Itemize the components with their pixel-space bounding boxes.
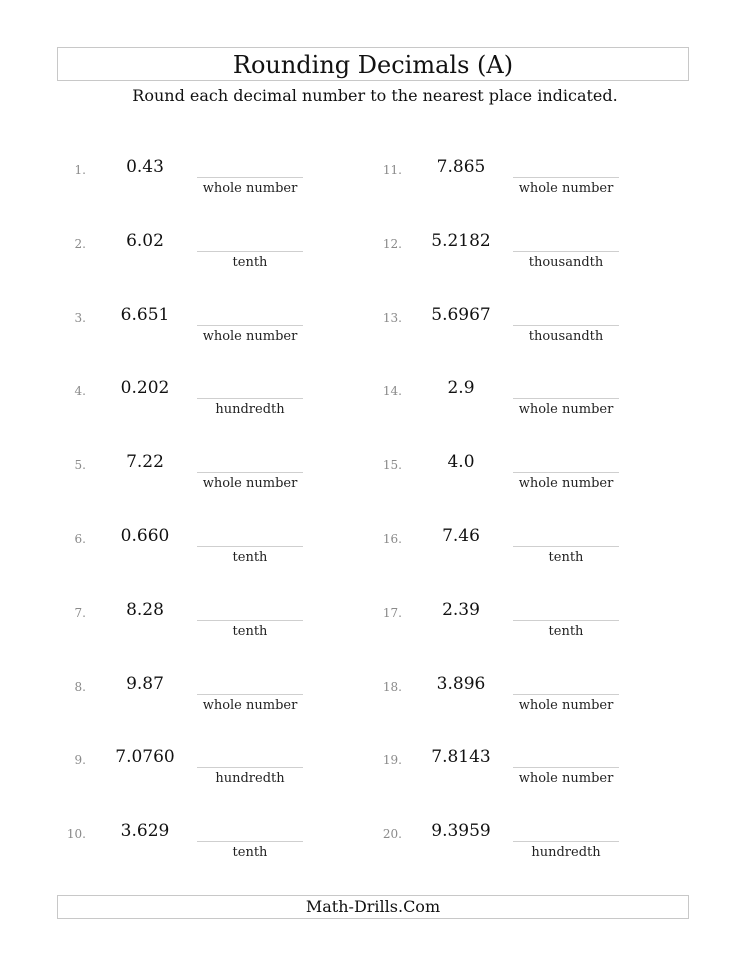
problem-number: 4. <box>74 384 86 398</box>
problem-number: 7. <box>74 606 86 620</box>
instructions: Round each decimal number to the nearest place indicated. <box>132 86 618 105</box>
answer-line[interactable] <box>513 251 619 252</box>
problem-item <box>0 378 750 444</box>
decimal-value: 6.02 <box>126 231 164 251</box>
answer-line[interactable] <box>513 472 619 473</box>
decimal-value: 2.9 <box>447 378 475 398</box>
decimal-value: 8.28 <box>126 600 164 620</box>
decimal-value: 9.87 <box>126 674 164 694</box>
decimal-value: 7.0760 <box>115 747 175 767</box>
place-label: hundredth <box>215 402 285 417</box>
place-label: whole number <box>518 402 614 417</box>
decimal-value: 9.3959 <box>431 821 491 841</box>
decimal-value: 4.0 <box>447 452 475 472</box>
decimal-value: 7.22 <box>126 452 164 472</box>
problem-item <box>0 231 750 297</box>
decimal-value: 6.651 <box>120 305 170 325</box>
place-label: tenth <box>548 550 584 565</box>
place-label: tenth <box>232 845 268 860</box>
answer-line[interactable] <box>513 546 619 547</box>
decimal-value: 7.8143 <box>431 747 491 767</box>
place-label: whole number <box>202 329 298 344</box>
problem-item <box>0 305 750 371</box>
problem-number: 9. <box>74 753 86 767</box>
decimal-value: 5.6967 <box>431 305 491 325</box>
decimal-value: 3.629 <box>120 821 170 841</box>
problem-item <box>0 821 750 887</box>
problem-number: 3. <box>74 311 86 325</box>
decimal-value: 0.660 <box>120 526 170 546</box>
answer-line[interactable] <box>513 841 619 842</box>
answer-line[interactable] <box>513 177 619 178</box>
problem-item <box>0 747 750 813</box>
place-label: tenth <box>548 624 584 639</box>
problem-number: 8. <box>74 680 86 694</box>
decimal-value: 7.865 <box>436 157 486 177</box>
answer-line[interactable] <box>513 325 619 326</box>
decimal-value: 0.202 <box>120 378 170 398</box>
problem-number: 12. <box>382 237 402 251</box>
decimal-value: 2.39 <box>442 600 480 620</box>
answer-line[interactable] <box>513 694 619 695</box>
place-label: tenth <box>232 255 268 270</box>
problem-number: 18. <box>382 680 402 694</box>
problem-number: 11. <box>382 163 402 177</box>
problem-item <box>0 157 750 223</box>
place-label: hundredth <box>215 771 285 786</box>
decimal-value: 0.43 <box>126 157 164 177</box>
problem-number: 13. <box>382 311 402 325</box>
place-label: tenth <box>232 550 268 565</box>
answer-line[interactable] <box>513 767 619 768</box>
worksheet-title: Rounding Decimals (A) <box>57 47 689 81</box>
footer-site-name: Math-Drills.Com <box>57 895 689 919</box>
problem-number: 14. <box>382 384 402 398</box>
place-label: whole number <box>518 181 614 196</box>
problem-item <box>0 674 750 740</box>
place-label: whole number <box>202 698 298 713</box>
place-label: whole number <box>518 698 614 713</box>
decimal-value: 5.2182 <box>431 231 491 251</box>
problem-number: 6. <box>74 532 86 546</box>
place-label: whole number <box>202 181 298 196</box>
problem-number: 1. <box>74 163 86 177</box>
place-label: whole number <box>202 476 298 491</box>
problem-number: 19. <box>382 753 402 767</box>
place-label: thousandth <box>528 255 604 270</box>
problem-number: 20. <box>382 827 402 841</box>
place-label: whole number <box>518 771 614 786</box>
place-label: hundredth <box>531 845 601 860</box>
answer-line[interactable] <box>513 398 619 399</box>
problem-number: 5. <box>74 458 86 472</box>
problem-number: 16. <box>382 532 402 546</box>
decimal-value: 7.46 <box>442 526 480 546</box>
problem-number: 15. <box>382 458 402 472</box>
place-label: thousandth <box>528 329 604 344</box>
problem-number: 10. <box>66 827 86 841</box>
problem-number: 2. <box>74 237 86 251</box>
place-label: tenth <box>232 624 268 639</box>
problem-item <box>0 452 750 518</box>
problem-item <box>0 600 750 666</box>
place-label: whole number <box>518 476 614 491</box>
problem-number: 17. <box>382 606 402 620</box>
answer-line[interactable] <box>513 620 619 621</box>
decimal-value: 3.896 <box>436 674 486 694</box>
problem-item <box>0 526 750 592</box>
